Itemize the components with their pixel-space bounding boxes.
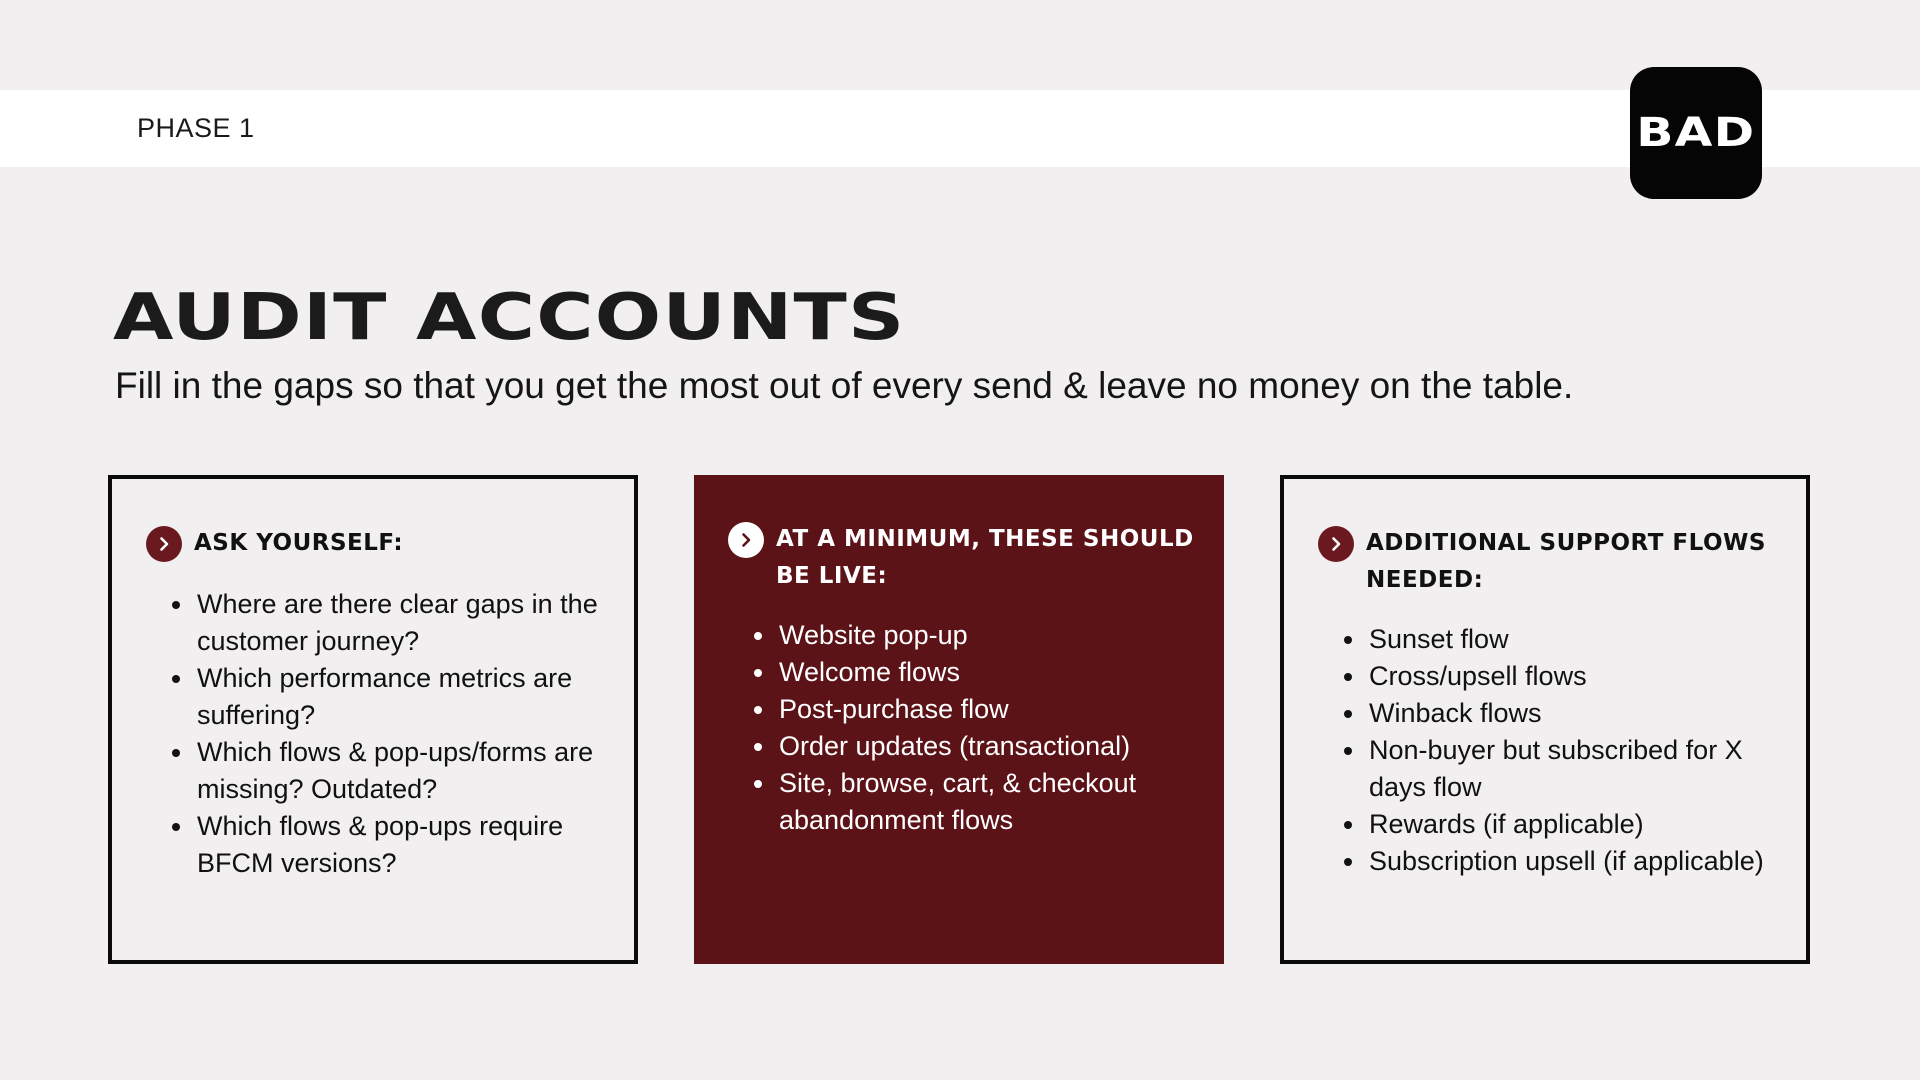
list-item: • Where are there clear gaps in the customer journey?	[195, 586, 604, 660]
card-list	[728, 617, 1194, 839]
list-item: • Rewards (if applicable)	[1367, 806, 1776, 843]
card-ask-yourself	[108, 475, 638, 964]
card-additional-flows	[1280, 475, 1810, 964]
list-item: • Site, browse, cart, & checkout abandonment flows	[777, 765, 1194, 839]
card-header	[146, 525, 604, 562]
list-item: • Which flows & pop-ups/forms are missing? Outdated?	[195, 734, 604, 808]
list-item: • Which performance metrics are suffering?	[195, 660, 604, 734]
chevron-right-icon	[1318, 526, 1354, 562]
card-header	[1318, 525, 1776, 599]
page-subtitle: Fill in the gaps so that you get the most out of every send & leave no money on the table.	[115, 365, 1574, 406]
card-title: ADDITIONAL SUPPORT FLOWS NEEDED:	[1366, 530, 1766, 593]
list-item: • Winback flows	[1367, 695, 1776, 732]
chevron-right-icon	[728, 522, 764, 558]
list-item: • Cross/upsell flows	[1367, 658, 1776, 695]
chevron-right-icon	[146, 526, 182, 562]
list-item: • Order updates (transactional)	[777, 728, 1194, 765]
list-item: • Post-purchase flow	[777, 691, 1194, 728]
card-header	[728, 521, 1194, 595]
card-list	[1318, 621, 1776, 880]
list-item: • Subscription upsell (if applicable)	[1367, 843, 1776, 880]
list-item: • Sunset flow	[1367, 621, 1776, 658]
list-item: • Non-buyer but subscribed for X days flow	[1367, 732, 1776, 806]
list-item: • Website pop-up	[777, 617, 1194, 654]
card-list	[146, 586, 604, 882]
logo-text: BAD	[1636, 110, 1756, 156]
brand-logo	[1630, 67, 1762, 199]
card-minimum-live	[694, 475, 1224, 964]
page-title: AUDIT ACCOUNTS	[113, 281, 906, 355]
phase-label: PHASE 1	[137, 113, 255, 143]
card-title: ASK YOURSELF:	[194, 530, 404, 556]
card-title: AT A MINIMUM, THESE SHOULD BE LIVE:	[776, 526, 1194, 589]
list-item: • Welcome flows	[777, 654, 1194, 691]
list-item: • Which flows & pop-ups require BFCM versions?	[195, 808, 604, 882]
